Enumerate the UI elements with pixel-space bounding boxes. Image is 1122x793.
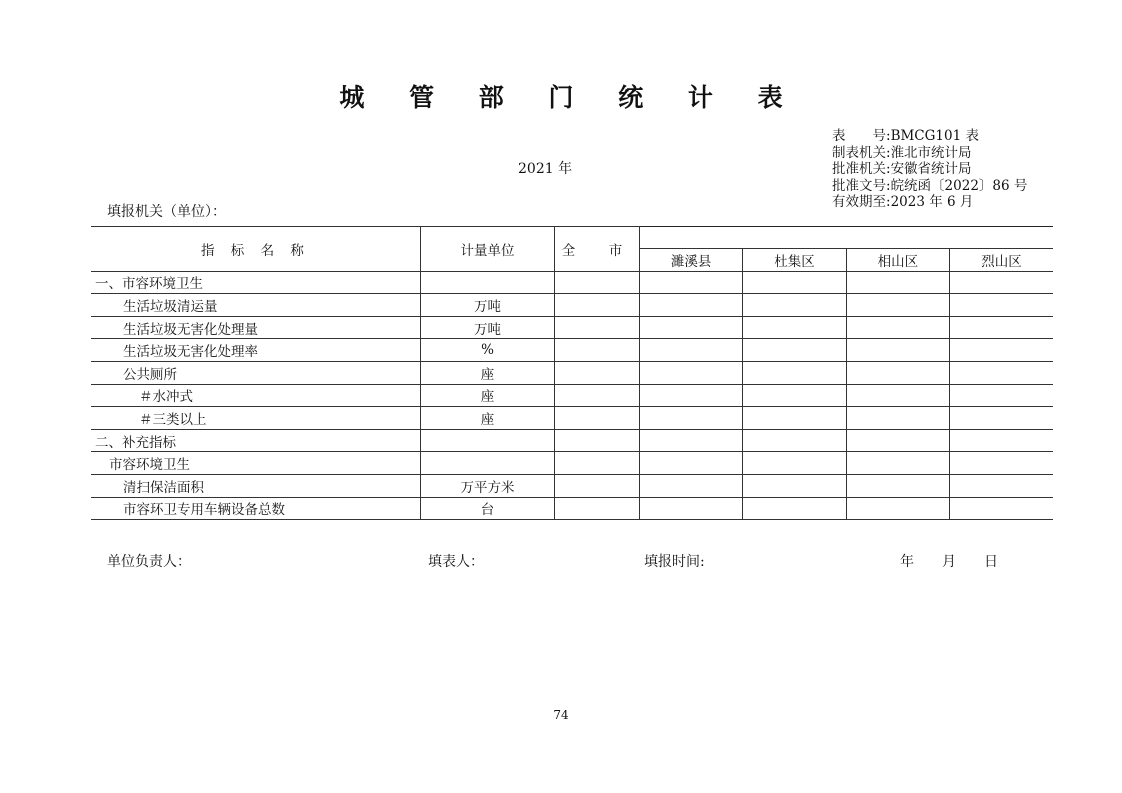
district-value-cell[interactable] bbox=[743, 429, 846, 452]
table-row bbox=[91, 316, 1053, 339]
district-value-cell[interactable] bbox=[846, 294, 949, 317]
date-month-label: 月 bbox=[942, 554, 956, 570]
district-value-cell[interactable] bbox=[743, 361, 846, 384]
report-year: 2021 年 bbox=[518, 161, 573, 177]
district-value-cell[interactable] bbox=[846, 429, 949, 452]
indicator-name: 二、补充指标 bbox=[91, 429, 420, 452]
table-row bbox=[91, 497, 1053, 520]
meta-label: 批准机关: bbox=[832, 161, 891, 177]
meta-row bbox=[832, 145, 1027, 162]
district-value-cell[interactable] bbox=[639, 384, 742, 407]
table-row bbox=[91, 429, 1053, 452]
district-value-cell[interactable] bbox=[743, 316, 846, 339]
header-district: 相山区 bbox=[846, 249, 949, 272]
form-meta-block bbox=[832, 128, 1027, 211]
table-row bbox=[91, 384, 1053, 407]
district-value-cell[interactable] bbox=[743, 339, 846, 362]
district-value-cell[interactable] bbox=[639, 429, 742, 452]
meta-row bbox=[832, 178, 1027, 195]
district-value-cell[interactable] bbox=[639, 339, 742, 362]
meta-row bbox=[832, 161, 1027, 178]
district-value-cell[interactable] bbox=[743, 497, 846, 520]
meta-label: 批准文号: bbox=[832, 177, 891, 194]
header-whole-city: 全 市 bbox=[555, 227, 640, 272]
meta-value: 2023 年 6 月 bbox=[890, 194, 974, 210]
district-value-cell[interactable] bbox=[950, 407, 1053, 430]
district-value-cell[interactable] bbox=[743, 452, 846, 475]
filler-person-label: 填表人： bbox=[428, 554, 484, 570]
whole-city-value-cell[interactable] bbox=[555, 339, 640, 362]
meta-label: 有效期至: bbox=[832, 194, 891, 210]
district-value-cell[interactable] bbox=[846, 474, 949, 497]
table-row bbox=[91, 452, 1053, 475]
indicator-name: 生活垃圾清运量 bbox=[91, 294, 420, 317]
indicator-name: 一、市容环境卫生 bbox=[91, 271, 420, 294]
meta-value: 皖统函〔2022〕86 号 bbox=[890, 177, 1028, 194]
header-district: 烈山区 bbox=[950, 249, 1053, 272]
district-value-cell[interactable] bbox=[743, 271, 846, 294]
table-row bbox=[91, 361, 1053, 384]
meta-value: 安徽省统计局 bbox=[890, 161, 972, 177]
indicator-name: 公共厕所 bbox=[91, 361, 420, 384]
district-value-cell[interactable] bbox=[639, 316, 742, 339]
unit-cell: 万吨 bbox=[420, 294, 554, 317]
district-value-cell[interactable] bbox=[743, 384, 846, 407]
unit-cell: 台 bbox=[420, 497, 554, 520]
whole-city-value-cell[interactable] bbox=[555, 497, 640, 520]
district-value-cell[interactable] bbox=[846, 339, 949, 362]
whole-city-value-cell[interactable] bbox=[555, 407, 640, 430]
unit-cell: 万平方米 bbox=[420, 474, 554, 497]
unit-cell: 座 bbox=[420, 384, 554, 407]
district-value-cell[interactable] bbox=[639, 497, 742, 520]
table-row bbox=[91, 474, 1053, 497]
district-value-cell[interactable] bbox=[846, 271, 949, 294]
district-value-cell[interactable] bbox=[950, 429, 1053, 452]
whole-city-value-cell[interactable] bbox=[555, 316, 640, 339]
district-value-cell[interactable] bbox=[639, 361, 742, 384]
district-value-cell[interactable] bbox=[846, 497, 949, 520]
district-value-cell[interactable] bbox=[950, 452, 1053, 475]
district-value-cell[interactable] bbox=[846, 407, 949, 430]
district-value-cell[interactable] bbox=[950, 294, 1053, 317]
meta-label: 制表机关: bbox=[832, 144, 891, 161]
district-value-cell[interactable] bbox=[846, 316, 949, 339]
district-value-cell[interactable] bbox=[846, 452, 949, 475]
statistics-table bbox=[91, 226, 1053, 520]
district-value-cell[interactable] bbox=[639, 474, 742, 497]
district-value-cell[interactable] bbox=[950, 361, 1053, 384]
indicator-name: 生活垃圾无害化处理量 bbox=[91, 316, 420, 339]
district-value-cell[interactable] bbox=[950, 339, 1053, 362]
whole-city-value-cell[interactable] bbox=[555, 271, 640, 294]
unit-cell: 万吨 bbox=[420, 316, 554, 339]
page-number: 74 bbox=[553, 708, 569, 722]
header-indicator-name: 指 标 名 称 bbox=[91, 227, 420, 272]
unit-cell bbox=[420, 452, 554, 475]
table-row bbox=[91, 294, 1053, 317]
table-row bbox=[91, 407, 1053, 430]
unit-cell: 座 bbox=[420, 361, 554, 384]
indicator-name: 生活垃圾无害化处理率 bbox=[91, 339, 420, 362]
district-value-cell[interactable] bbox=[950, 474, 1053, 497]
whole-city-value-cell[interactable] bbox=[555, 452, 640, 475]
meta-row bbox=[832, 128, 1027, 145]
meta-label: 表 号: bbox=[832, 128, 891, 144]
indicator-name: ＃水冲式 bbox=[91, 384, 420, 407]
district-value-cell[interactable] bbox=[846, 361, 949, 384]
unit-cell: 座 bbox=[420, 407, 554, 430]
district-value-cell[interactable] bbox=[639, 407, 742, 430]
meta-value: 淮北市统计局 bbox=[890, 144, 972, 161]
date-year-label: 年 bbox=[900, 554, 914, 570]
unit-cell bbox=[420, 271, 554, 294]
whole-city-value-cell[interactable] bbox=[555, 429, 640, 452]
table-row bbox=[91, 271, 1053, 294]
header-unit: 计量单位 bbox=[420, 227, 554, 272]
unit-cell: % bbox=[420, 339, 554, 362]
filling-organization-label: 填报机关（单位）： bbox=[107, 204, 226, 220]
district-value-cell[interactable] bbox=[639, 452, 742, 475]
meta-value: BMCG101 表 bbox=[890, 128, 979, 144]
indicator-name: 清扫保洁面积 bbox=[91, 474, 420, 497]
header-districts-group bbox=[639, 227, 1053, 249]
indicator-name: 市容环境卫生 bbox=[91, 452, 420, 475]
indicator-name: ＃三类以上 bbox=[91, 407, 420, 430]
date-day-label: 日 bbox=[984, 554, 998, 570]
district-value-cell[interactable] bbox=[950, 497, 1053, 520]
whole-city-value-cell[interactable] bbox=[555, 384, 640, 407]
header-district: 杜集区 bbox=[743, 249, 846, 272]
fill-time-label: 填报时间: bbox=[644, 554, 705, 570]
district-value-cell[interactable] bbox=[950, 384, 1053, 407]
district-value-cell[interactable] bbox=[950, 316, 1053, 339]
whole-city-value-cell[interactable] bbox=[555, 294, 640, 317]
unit-responsible-label: 单位负责人： bbox=[107, 554, 191, 570]
indicator-name: 市容环卫专用车辆设备总数 bbox=[91, 497, 420, 520]
district-value-cell[interactable] bbox=[639, 294, 742, 317]
whole-city-value-cell[interactable] bbox=[555, 361, 640, 384]
meta-row bbox=[832, 194, 1027, 211]
whole-city-value-cell[interactable] bbox=[555, 474, 640, 497]
table-row bbox=[91, 339, 1053, 362]
district-value-cell[interactable] bbox=[846, 384, 949, 407]
header-district: 濉溪县 bbox=[639, 249, 742, 272]
district-value-cell[interactable] bbox=[743, 474, 846, 497]
district-value-cell[interactable] bbox=[743, 294, 846, 317]
form-title: 城 管 部 门 统 计 表 bbox=[339, 83, 801, 112]
unit-cell bbox=[420, 429, 554, 452]
district-value-cell[interactable] bbox=[743, 407, 846, 430]
district-value-cell[interactable] bbox=[639, 271, 742, 294]
district-value-cell[interactable] bbox=[950, 271, 1053, 294]
